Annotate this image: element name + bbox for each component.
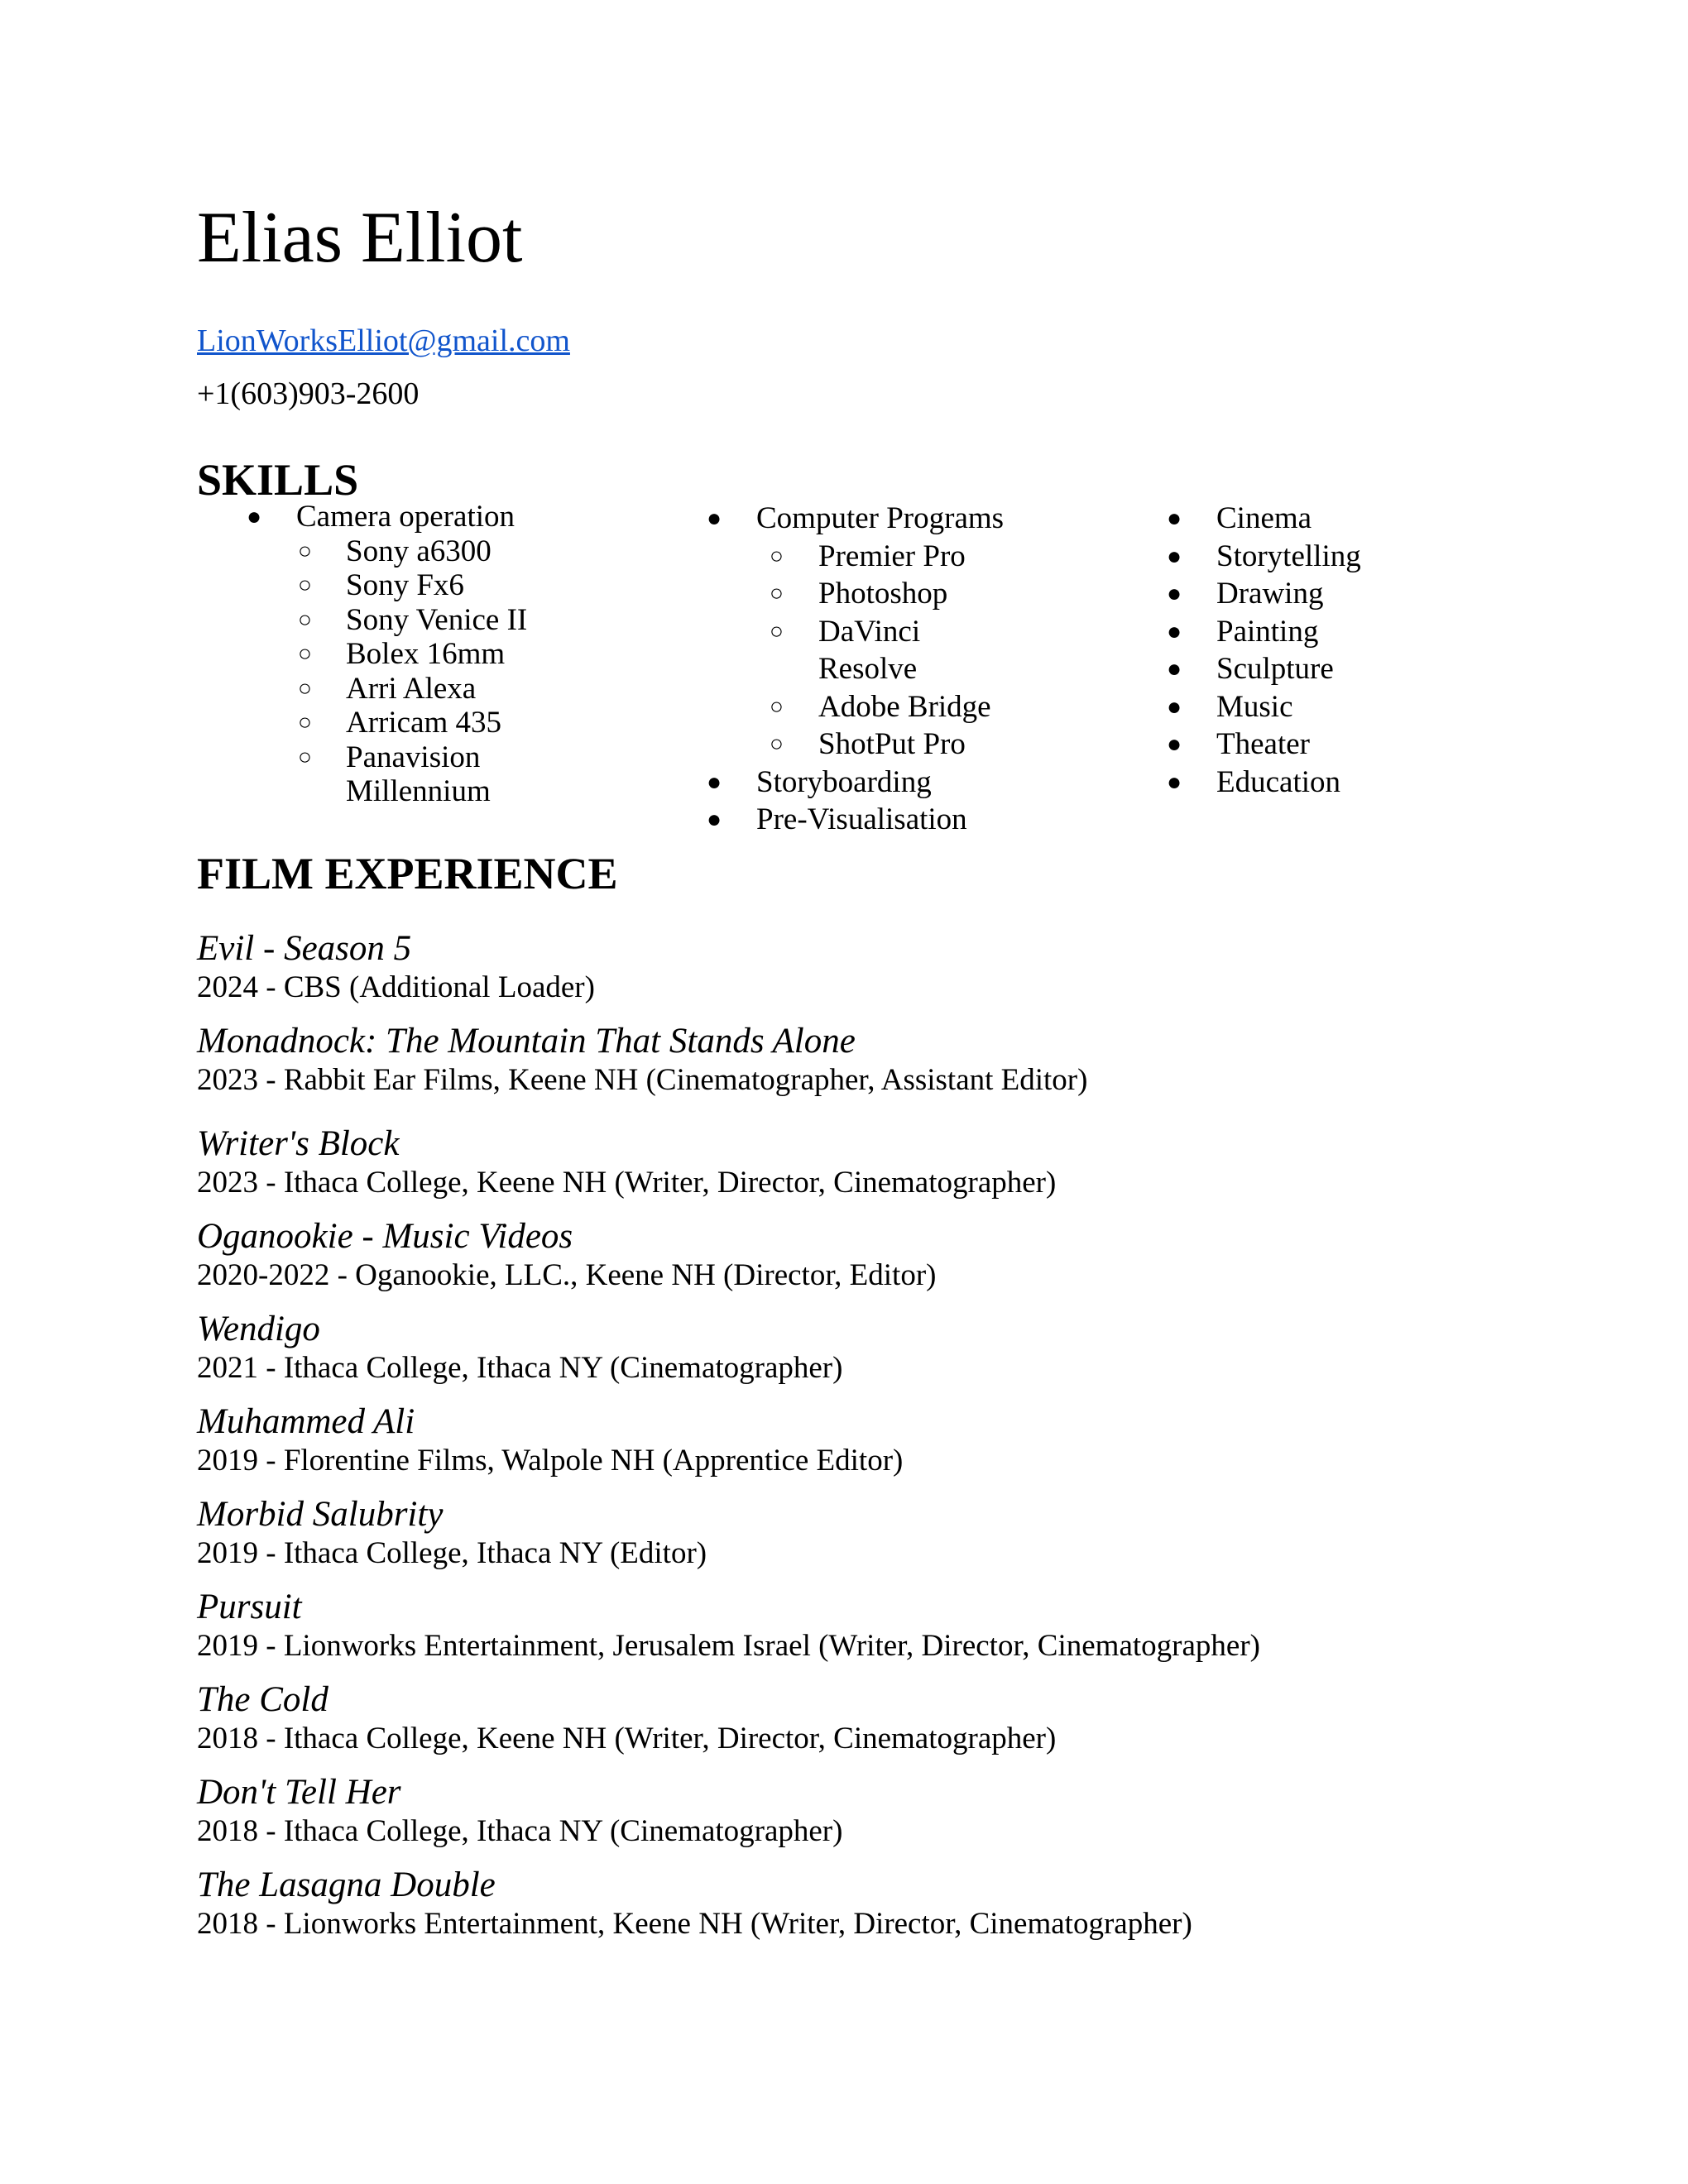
film-entry [197,1401,1653,1479]
skill-label: Painting [1216,614,1319,649]
skill-subitem [657,575,1087,613]
skill-sublabel: Bolex 16mm [346,637,506,671]
film-experience-heading: FILM EXPERIENCE [197,849,618,898]
skill-subitem [197,534,660,569]
skill-item [1117,500,1448,538]
skill-label: Education [1216,764,1341,799]
skill-item [1117,726,1448,764]
film-entry [197,1021,1653,1099]
skill-item [197,500,660,534]
film-detail: 2023 - Ithaca College, Keene NH (Writer, Director, Cinematographer) [197,1166,1057,1200]
hollow-bullet-icon: ○ [298,675,312,702]
skill-subitem [197,740,660,775]
film-title: Don't Tell Her [197,1773,401,1812]
hollow-bullet-icon: ○ [298,744,312,770]
film-detail: 2021 - Ithaca College, Ithaca NY (Cinematographer) [197,1351,843,1385]
film-entry [197,1772,1653,1850]
bullet-icon: ● [247,503,262,530]
skill-item [1117,575,1448,613]
phone-number: +1(603)903-2600 [197,376,420,411]
film-detail: 2018 - Ithaca College, Keene NH (Writer, Director, Cinematographer) [197,1722,1057,1755]
skill-subitem [197,637,660,672]
film-title: Writer's Block [197,1124,400,1163]
skill-sublabel: Premier Pro [818,539,966,573]
bullet-icon: ● [707,768,722,796]
hollow-bullet-icon: ○ [770,618,784,644]
film-title: Wendigo [197,1310,320,1348]
film-title: Oganookie - Music Videos [197,1217,573,1256]
skill-sublabel: Sony Fx6 [346,568,464,602]
skill-subitem [657,613,1087,651]
bullet-icon: ● [1167,617,1182,645]
hollow-bullet-icon: ○ [770,693,784,720]
skill-item [1117,538,1448,576]
bullet-icon: ● [707,806,722,833]
film-detail: 2018 - Ithaca College, Ithaca NY (Cinematographer) [197,1814,843,1848]
film-entry [197,1494,1653,1572]
skill-item [657,801,1087,839]
skills-column-3 [1117,500,1448,801]
film-entry [197,1865,1653,1942]
skill-item [657,764,1087,802]
film-entry [197,1216,1653,1294]
skill-label: Storyboarding [756,764,932,799]
skill-subitem [197,672,660,706]
skill-sublabel: Arri Alexa [346,671,477,706]
bullet-icon: ● [1167,655,1182,682]
bullet-icon: ● [1167,730,1182,758]
hollow-bullet-icon: ○ [770,581,784,606]
bullet-icon: ● [1167,692,1182,721]
film-entry [197,1309,1653,1387]
film-title: Morbid Salubrity [197,1495,444,1534]
hollow-bullet-icon: ○ [298,641,312,667]
skill-label: Theater [1216,727,1310,761]
film-entry [197,1587,1653,1664]
skill-label: Music [1216,689,1293,724]
skill-item [1117,613,1448,651]
skill-sublabel: Adobe Bridge [818,689,991,724]
hollow-bullet-icon: ○ [770,731,784,757]
hollow-bullet-icon: ○ [298,538,312,564]
skill-sublabel: Sony a6300 [346,534,492,568]
hollow-bullet-icon: ○ [298,572,312,598]
hollow-bullet-icon: ○ [298,710,312,735]
skill-subitem [197,568,660,603]
skills-column-1 [197,500,660,809]
skill-sublabel: Sony Venice II [346,602,528,637]
skill-subitem [197,603,660,638]
film-entry [197,1123,1653,1201]
film-detail: 2018 - Lionworks Entertainment, Keene NH (Writer, Director, Cinematographer) [197,1907,1192,1941]
skills-column-2 [657,500,1087,839]
skills-heading: SKILLS [197,455,359,505]
film-detail: 2020-2022 - Oganookie, LLC., Keene NH (Director, Editor) [197,1258,937,1292]
film-detail: 2023 - Rabbit Ear Films, Keene NH (Cinematographer, Assistant Editor) [197,1063,1088,1097]
film-entry [197,1679,1653,1757]
skill-item [1117,688,1448,726]
skill-sublabel: Millennium [346,774,491,808]
email-link[interactable]: LionWorksElliot@gmail.com [197,323,570,358]
film-title: Muhammed Ali [197,1402,415,1441]
skill-label: Drawing [1216,577,1324,611]
skill-subitem [657,538,1087,576]
film-detail: 2019 - Lionworks Entertainment, Jerusalem Israel (Writer, Director, Cinematographer) [197,1629,1260,1663]
skill-label: Cinema [1216,501,1312,535]
skill-label: Storytelling [1216,539,1361,573]
bullet-icon: ● [1167,505,1182,532]
skill-label: Pre-Visualisation [756,802,967,836]
skill-item [657,500,1087,538]
skill-subitem [197,706,660,740]
film-title: The Cold [197,1680,328,1719]
skill-label: Camera operation [296,500,516,534]
bullet-icon: ● [707,505,722,532]
skill-sublabel: DaVinci [818,614,921,649]
bullet-icon: ● [1167,580,1182,607]
hollow-bullet-icon: ○ [298,606,312,633]
bullet-icon: ● [1167,768,1182,796]
skill-sublabel: Resolve [818,652,918,686]
skill-subitem-continued [657,650,1087,688]
skill-item [1117,650,1448,688]
resume-name: Elias Elliot [197,198,523,278]
film-title: Pursuit [197,1588,302,1626]
skill-item [1117,764,1448,802]
hollow-bullet-icon: ○ [770,543,784,569]
film-detail: 2019 - Ithaca College, Ithaca NY (Editor) [197,1536,707,1570]
skill-sublabel: Panavision [346,740,481,774]
film-title: Monadnock: The Mountain That Stands Alone [197,1022,856,1061]
film-title: Evil - Season 5 [197,929,412,968]
skill-subitem [657,688,1087,726]
skill-sublabel: Arricam 435 [346,706,502,740]
skill-subitem [657,726,1087,764]
film-detail: 2024 - CBS (Additional Loader) [197,970,595,1004]
skill-sublabel: Photoshop [818,577,948,611]
skill-sublabel: ShotPut Pro [818,727,966,761]
film-entry [197,928,1653,1006]
skill-label: Computer Programs [756,501,1005,535]
film-detail: 2019 - Florentine Films, Walpole NH (Apprentice Editor) [197,1444,904,1478]
skill-subitem-continued [197,774,660,809]
bullet-icon: ● [1167,542,1182,570]
skill-label: Sculpture [1216,652,1334,686]
film-title: The Lasagna Double [197,1866,496,1904]
